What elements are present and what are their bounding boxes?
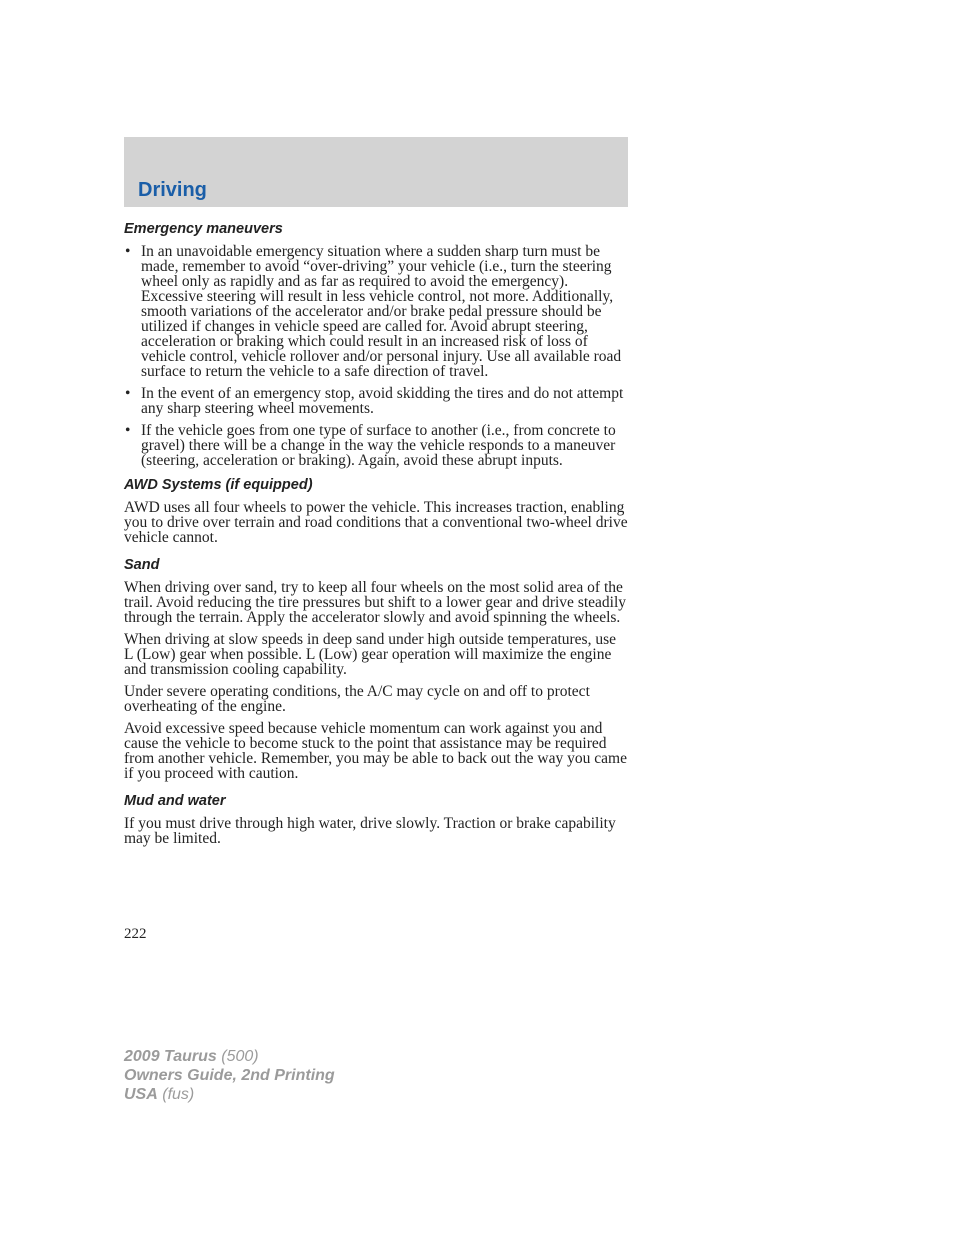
page-content bbox=[124, 220, 628, 853]
paragraph: If you must drive through high water, drive slowly. Traction or brake capability may be limited. bbox=[124, 815, 616, 847]
heading-mud-and-water: Mud and water bbox=[124, 793, 226, 809]
section-title: Driving bbox=[138, 179, 207, 201]
heading-awd-systems: AWD Systems (if equipped) bbox=[124, 477, 313, 493]
footer-line-guide: Owners Guide, 2nd Printing bbox=[124, 1067, 335, 1084]
page-number: 222 bbox=[124, 926, 147, 942]
section-header-band bbox=[124, 137, 628, 207]
list-item: • In an unavoidable emergency situation where a sudden sharp turn must be made, remember to avoid “over-driving” your vehicle (i.e., turn the steering wheel only as rapidly and as far as required to avoid the emergency). Excessive steering will result in less vehicle control, not more. Additionally, smooth variations of the accelerator and/or brake pedal pressure should be utilized if changes in vehicle speed are called for. Avoid abrupt steering, acceleration or braking which could result in an increased risk of loss of vehicle control, vehicle rollover and/or personal injury. Use all available road surface to return the vehicle to a safe direction of travel. bbox=[125, 243, 622, 380]
bullet-icon: • bbox=[125, 422, 131, 439]
heading-emergency-maneuvers: Emergency maneuvers bbox=[124, 221, 283, 237]
paragraph: Avoid excessive speed because vehicle momentum can work against you and cause the vehicle to become stuck to the point that assistance may be required from another vehicle. Remember, you may be able to back out the way you came if you proceed with caution. bbox=[124, 720, 627, 782]
paragraph: AWD uses all four wheels to power the vehicle. This increases traction, enabling you to drive over terrain and road conditions that a conventional two-wheel drive vehicle cannot. bbox=[124, 499, 628, 546]
bullet-icon: • bbox=[125, 385, 131, 402]
paragraph: Under severe operating conditions, the A/C may cycle on and off to protect overheating of the engine. bbox=[124, 683, 590, 715]
emergency-bullet-list bbox=[124, 244, 628, 468]
list-item: • If the vehicle goes from one type of surface to another (i.e., from concrete to gravel) there will be a change in the way the vehicle responds to a maneuver (steering, acceleration or braking). Again, avoid these abrupt inputs. bbox=[125, 422, 616, 469]
paragraph: When driving at slow speeds in deep sand under high outside temperatures, use L (Low) gear when possible. L (Low) gear operation will maximize the engine and transmission cooling capability. bbox=[124, 631, 617, 678]
footer-publication-info bbox=[124, 1047, 335, 1104]
footer-line-market: USA (fus) bbox=[124, 1086, 195, 1103]
paragraph: When driving over sand, try to keep all four wheels on the most solid area of the trail. Avoid reducing the tire pressures but shift to a lower gear and drive steadily through the terrain. Apply the accelerator slowly and avoid spinning the wheels. bbox=[124, 579, 627, 626]
heading-sand: Sand bbox=[124, 557, 160, 573]
bullet-icon: • bbox=[125, 243, 131, 260]
list-item: • In the event of an emergency stop, avoid skidding the tires and do not attempt any sharp steering wheel movements. bbox=[125, 385, 624, 417]
footer-line-model: 2009 Taurus (500) bbox=[124, 1048, 259, 1065]
